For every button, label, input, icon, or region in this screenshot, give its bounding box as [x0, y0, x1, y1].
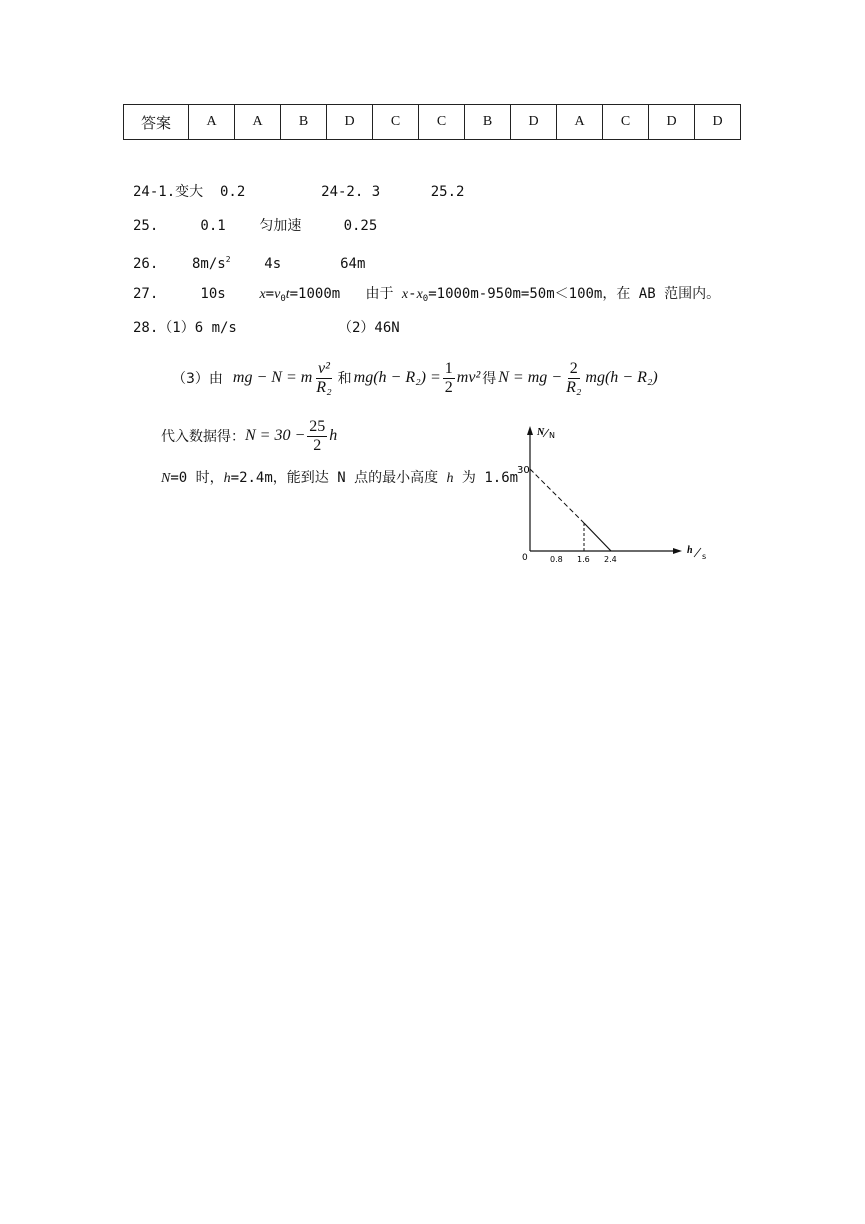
answer-cell: D [649, 105, 695, 140]
x-tick-0-8: 0.8 [550, 555, 563, 564]
line-27-v-subscript: 0 [280, 294, 286, 304]
final-h2: h [446, 471, 454, 486]
line-27-mid: =1000m 由于 [289, 286, 402, 302]
y-label-quantity: N [537, 427, 545, 438]
eq3-frac1-den: R₂ [316, 378, 332, 396]
final-text-a: =0 时， [170, 470, 224, 486]
answer-line-27 [133, 285, 720, 308]
substitution-eq1: N = 30 − [245, 427, 306, 444]
eq3-part5: mg(h − R₂) [585, 369, 658, 386]
answer-cell: B [281, 105, 327, 140]
solid-line-segment [584, 523, 611, 551]
answer-table [123, 104, 741, 140]
eq3-fraction-2 [443, 360, 455, 397]
x-tick-2-4: 2.4 [604, 555, 617, 564]
eq3-frac1-num: v² [318, 359, 330, 377]
answer-cell: C [373, 105, 419, 140]
eq3-prefix: （3）由 [172, 371, 223, 387]
answer-row [124, 105, 741, 140]
answer-line-28: 28.（1）6 m/s （2）46N [133, 320, 400, 336]
answer-cell: A [557, 105, 603, 140]
x-label-quantity: h [687, 545, 693, 556]
substitution-fraction [307, 418, 327, 455]
eq3-frac2-num: 1 [444, 359, 453, 377]
y-tick-30: 30 [517, 465, 530, 476]
answer-cell: D [511, 105, 557, 140]
answer-cell: A [235, 105, 281, 140]
origin-label: 0 [522, 553, 528, 563]
eq3-de: 得 [482, 371, 497, 387]
y-label-unit: N [549, 431, 555, 440]
y-axis-arrow [527, 426, 533, 435]
line-27-equals: = [265, 286, 275, 302]
line-26-rest: 4s 64m [230, 256, 366, 272]
line-27-t: t [285, 287, 290, 302]
final-h: h [223, 471, 231, 486]
substitution-frac-den: 2 [313, 436, 322, 454]
eq3-frac3-num: 2 [569, 359, 578, 377]
eq3-frac2-den: 2 [444, 378, 453, 396]
eq3-frac3-den: R₂ [566, 378, 582, 396]
answer-cell: D [695, 105, 741, 140]
final-statement [161, 469, 518, 488]
line-26-speed: 26. 8m/s [133, 256, 226, 272]
substitution-eq2: h [329, 427, 338, 444]
eq3-part2: mg(h − R₂) = [353, 369, 441, 386]
final-N: N [161, 471, 171, 486]
eq3-and: 和 [337, 371, 352, 387]
line-26-exponent: 2 [225, 255, 231, 264]
line-27-x: x [259, 287, 266, 302]
answer-cell: D [327, 105, 373, 140]
equation-3 [170, 357, 658, 399]
line-27-x2: x [401, 287, 409, 302]
line-27-x-subscript: 0 [422, 294, 429, 304]
answer-cell: A [189, 105, 235, 140]
answer-line-24: 24-1.变大 0.2 24-2. 3 25.2 [133, 184, 465, 200]
answer-line-25: 25. 0.1 匀加速 0.25 [133, 218, 378, 234]
substitution-frac-num: 25 [309, 417, 326, 435]
eq3-fraction-3 [564, 360, 583, 397]
n-h-graph [510, 420, 720, 570]
dashed-line-segment [530, 469, 584, 523]
x-axis-arrow [673, 548, 682, 554]
final-text-b: =2.4m，能到达 N 点的最小高度 [230, 470, 447, 486]
answer-cell: B [465, 105, 511, 140]
line-27-end: =1000m-950m=50m＜100m，在 AB 范围内。 [428, 286, 721, 302]
substitution-prefix: 代入数据得： [161, 429, 245, 445]
line-27-minus: - [408, 286, 417, 302]
line-27-x3: x [416, 287, 423, 302]
line-27-v: v [274, 287, 281, 302]
substitution-equation [161, 415, 337, 457]
answer-line-26 [133, 251, 365, 273]
eq3-fraction-1 [314, 360, 333, 397]
x-label-unit: s [702, 552, 707, 561]
answer-cell: C [419, 105, 465, 140]
line-27-time: 27. 10s [133, 286, 260, 302]
x-tick-1-6: 1.6 [577, 555, 590, 564]
eq3-part3: mv² [456, 369, 481, 386]
answer-cell: C [603, 105, 649, 140]
final-text-c: 为 1.6m [453, 470, 519, 486]
eq3-part4: N = mg − [498, 369, 563, 386]
x-label-slash [694, 548, 701, 557]
eq3-part1: mg − N = m [232, 369, 313, 386]
answer-header: 答案 [124, 105, 189, 140]
